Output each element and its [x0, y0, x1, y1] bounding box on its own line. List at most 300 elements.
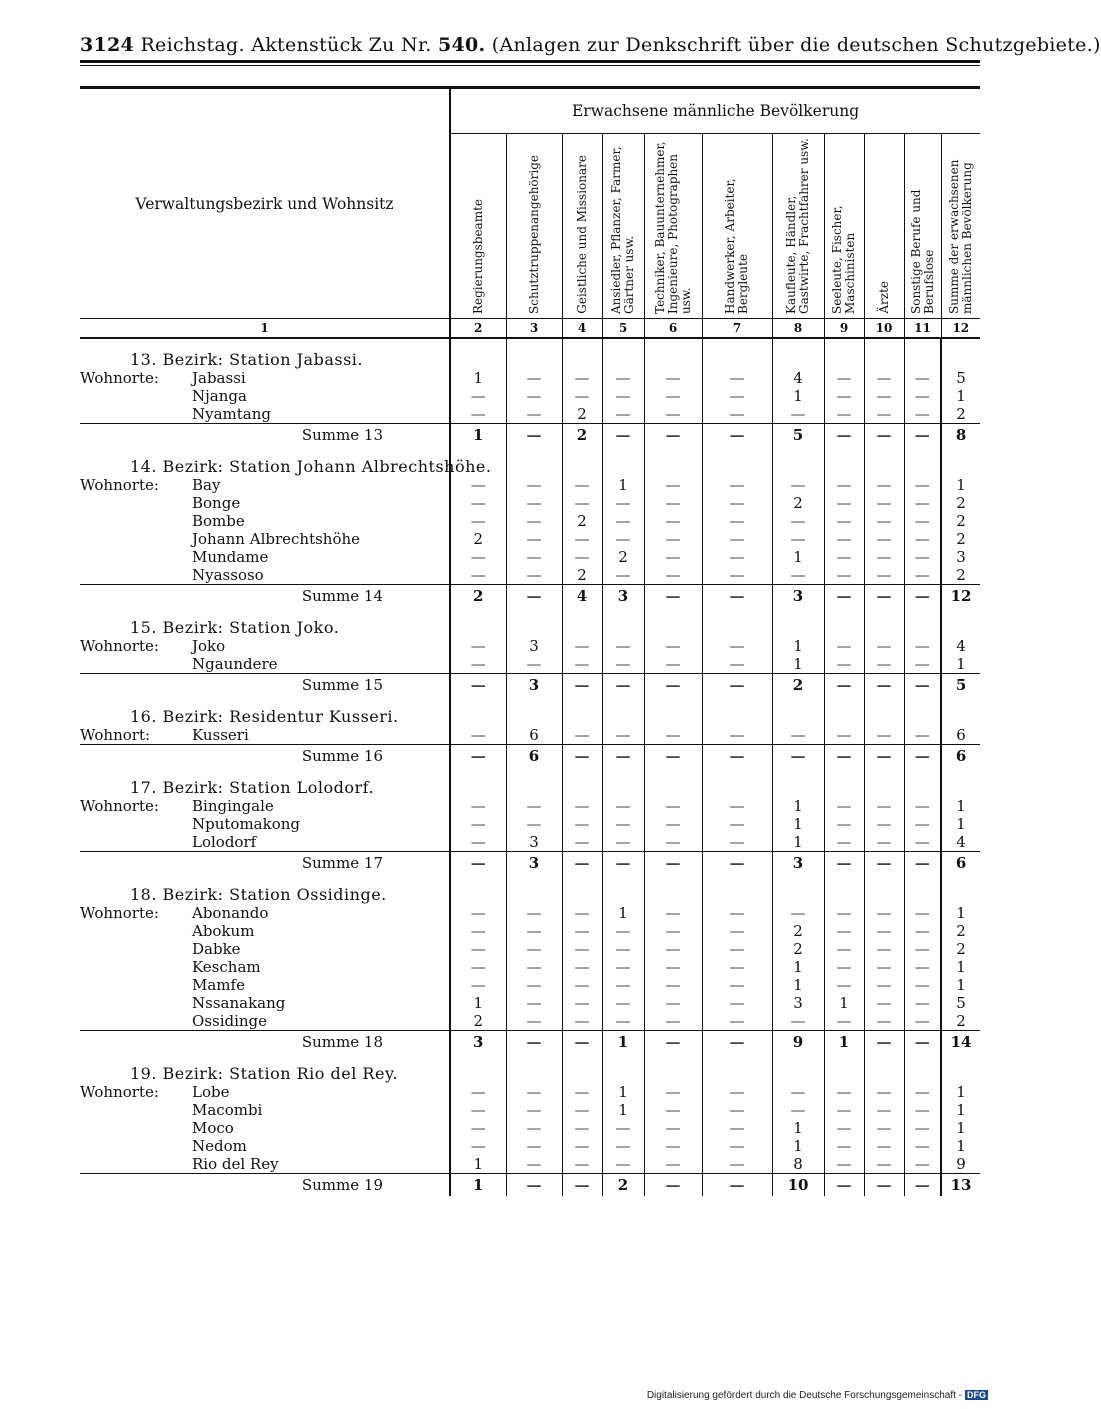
- data-cell: —: [562, 548, 602, 566]
- empty-cell: [450, 607, 506, 637]
- empty-cell: [941, 696, 980, 726]
- empty-cell: [562, 696, 602, 726]
- group-header: Erwachsene männliche Bevölkerung: [450, 89, 980, 134]
- empty-cell: [450, 874, 506, 904]
- data-cell: —: [506, 815, 562, 833]
- data-cell: —: [702, 1137, 772, 1155]
- data-cell: —: [562, 494, 602, 512]
- data-cell: —: [824, 852, 864, 875]
- data-cell: —: [702, 726, 772, 745]
- table-row: [80, 1137, 980, 1155]
- data-cell: 1: [772, 655, 824, 674]
- data-cell: —: [824, 976, 864, 994]
- data-cell: —: [562, 940, 602, 958]
- data-cell: —: [506, 940, 562, 958]
- data-cell: —: [644, 405, 702, 424]
- data-cell: 1: [602, 1101, 644, 1119]
- table-row: [80, 1155, 980, 1174]
- sum-label: Summe 13: [80, 424, 450, 447]
- head-rule: [80, 60, 980, 63]
- data-cell: —: [562, 1119, 602, 1137]
- sum-row: [80, 674, 980, 697]
- table-row: [80, 976, 980, 994]
- data-cell: —: [702, 1012, 772, 1031]
- data-cell: —: [450, 904, 506, 922]
- data-cell: —: [702, 833, 772, 852]
- column-header-8: [772, 134, 824, 319]
- empty-cell: [941, 874, 980, 904]
- table-row: [80, 476, 980, 494]
- data-cell: —: [904, 1155, 941, 1174]
- data-cell: —: [506, 1119, 562, 1137]
- table-row: [80, 904, 980, 922]
- column-header-text: Schutztruppenangehörige: [526, 155, 541, 314]
- data-cell: 3: [772, 994, 824, 1012]
- data-cell: —: [702, 976, 772, 994]
- data-cell: —: [602, 745, 644, 768]
- empty-cell: [602, 607, 644, 637]
- data-cell: —: [702, 512, 772, 530]
- data-cell: 1: [450, 994, 506, 1012]
- data-cell: 2: [941, 1012, 980, 1031]
- empty-cell: [562, 874, 602, 904]
- place-name: Mundame: [192, 548, 269, 566]
- data-cell: —: [506, 958, 562, 976]
- data-cell: 1: [772, 1119, 824, 1137]
- data-cell: —: [450, 922, 506, 940]
- empty-cell: [904, 338, 941, 369]
- data-cell: —: [506, 1137, 562, 1155]
- data-cell: —: [904, 815, 941, 833]
- empty-cell: [864, 767, 904, 797]
- empty-cell: [506, 607, 562, 637]
- data-cell: —: [864, 815, 904, 833]
- sum-label: Summe 19: [80, 1174, 450, 1197]
- data-cell: —: [506, 1031, 562, 1054]
- data-cell: —: [644, 958, 702, 976]
- data-cell: —: [864, 958, 904, 976]
- data-cell: —: [864, 1012, 904, 1031]
- empty-cell: [506, 338, 562, 369]
- place-name: Nyamtang: [192, 405, 271, 423]
- data-cell: —: [824, 674, 864, 697]
- data-cell: 4: [772, 369, 824, 387]
- empty-cell: [824, 446, 864, 476]
- place-name: Kescham: [192, 958, 261, 976]
- data-cell: —: [644, 655, 702, 674]
- empty-cell: [824, 696, 864, 726]
- column-number-7: 7: [702, 319, 772, 339]
- place-label: [80, 637, 450, 655]
- data-cell: —: [602, 726, 644, 745]
- table-row: [80, 387, 980, 405]
- place-name: Bay: [192, 476, 221, 494]
- place-label: [80, 958, 450, 976]
- data-cell: —: [506, 922, 562, 940]
- data-cell: —: [562, 852, 602, 875]
- column-header-text: Ärzte: [876, 281, 891, 314]
- data-cell: 1: [772, 1137, 824, 1155]
- data-cell: 5: [772, 424, 824, 447]
- data-cell: —: [506, 530, 562, 548]
- column-header-9: [824, 134, 864, 319]
- data-cell: —: [562, 797, 602, 815]
- data-cell: —: [702, 1031, 772, 1054]
- document-number: 540.: [437, 34, 486, 56]
- empty-cell: [772, 767, 824, 797]
- data-cell: —: [450, 476, 506, 494]
- data-cell: —: [562, 1012, 602, 1031]
- data-cell: 2: [450, 1012, 506, 1031]
- data-cell: 1: [450, 369, 506, 387]
- empty-cell: [941, 767, 980, 797]
- place-name: Bombe: [192, 512, 245, 530]
- data-cell: —: [904, 797, 941, 815]
- sum-row: [80, 1031, 980, 1054]
- empty-cell: [644, 446, 702, 476]
- data-cell: 1: [941, 797, 980, 815]
- place-label: [80, 833, 450, 852]
- data-cell: —: [506, 424, 562, 447]
- empty-cell: [864, 1053, 904, 1083]
- place-label: [80, 1119, 450, 1137]
- data-cell: —: [562, 958, 602, 976]
- data-cell: —: [864, 387, 904, 405]
- data-cell: —: [506, 548, 562, 566]
- data-cell: —: [904, 655, 941, 674]
- data-cell: —: [904, 833, 941, 852]
- data-cell: —: [864, 976, 904, 994]
- data-cell: 1: [941, 1137, 980, 1155]
- empty-cell: [904, 696, 941, 726]
- table-row: [80, 1119, 980, 1137]
- data-cell: —: [772, 530, 824, 548]
- data-cell: —: [702, 405, 772, 424]
- district-heading-row: [80, 1053, 980, 1083]
- data-cell: 2: [941, 512, 980, 530]
- district-heading-row: [80, 607, 980, 637]
- data-cell: —: [864, 530, 904, 548]
- data-cell: —: [562, 815, 602, 833]
- empty-cell: [864, 874, 904, 904]
- sum-row: [80, 852, 980, 875]
- data-cell: —: [702, 387, 772, 405]
- data-cell: —: [602, 815, 644, 833]
- data-cell: 1: [450, 1174, 506, 1197]
- data-cell: —: [644, 833, 702, 852]
- data-cell: —: [644, 1012, 702, 1031]
- sum-label: Summe 15: [80, 674, 450, 697]
- data-cell: —: [904, 424, 941, 447]
- district-heading-row: [80, 696, 980, 726]
- place-label: [80, 1101, 450, 1119]
- column-header-4: [562, 134, 602, 319]
- data-cell: —: [824, 797, 864, 815]
- place-name: Abokum: [192, 922, 255, 940]
- data-cell: —: [450, 815, 506, 833]
- district-heading-row: [80, 446, 980, 476]
- data-cell: 2: [941, 530, 980, 548]
- data-cell: 2: [772, 494, 824, 512]
- data-cell: —: [602, 940, 644, 958]
- data-cell: —: [602, 922, 644, 940]
- data-cell: —: [824, 585, 864, 608]
- data-cell: 2: [941, 922, 980, 940]
- data-cell: —: [702, 637, 772, 655]
- empty-cell: [864, 446, 904, 476]
- data-cell: 1: [772, 797, 824, 815]
- empty-cell: [506, 767, 562, 797]
- data-cell: —: [864, 637, 904, 655]
- data-cell: —: [644, 548, 702, 566]
- data-cell: —: [644, 674, 702, 697]
- data-cell: 1: [602, 1083, 644, 1101]
- empty-cell: [450, 767, 506, 797]
- data-cell: 1: [602, 1031, 644, 1054]
- place-label: [80, 387, 450, 405]
- head-rule-thin: [80, 65, 980, 66]
- data-cell: —: [562, 1101, 602, 1119]
- data-cell: —: [644, 530, 702, 548]
- residence-prefix: Wohnorte:: [80, 637, 159, 655]
- data-cell: 1: [772, 958, 824, 976]
- data-cell: 14: [941, 1031, 980, 1054]
- place-label: [80, 476, 450, 494]
- data-cell: —: [864, 1119, 904, 1137]
- data-cell: —: [702, 940, 772, 958]
- table-row: [80, 655, 980, 674]
- data-cell: 4: [562, 585, 602, 608]
- data-cell: 1: [941, 476, 980, 494]
- data-cell: 1: [772, 833, 824, 852]
- district-title: 15. Bezirk: Station Joko.: [130, 618, 340, 637]
- data-cell: 1: [602, 476, 644, 494]
- column-header-text: Sonstige Berufe und Berufslose: [908, 189, 936, 314]
- column-number-8: 8: [772, 319, 824, 339]
- data-cell: —: [562, 1083, 602, 1101]
- data-cell: 2: [941, 566, 980, 585]
- data-cell: —: [772, 1012, 824, 1031]
- data-cell: —: [644, 494, 702, 512]
- sum-row: [80, 745, 980, 768]
- empty-cell: [562, 1053, 602, 1083]
- table-row: [80, 922, 980, 940]
- running-head-subtitle: (Anlagen zur Denkschrift über die deutschen Schutzgebiete.): [491, 34, 1101, 56]
- data-cell: 1: [941, 815, 980, 833]
- column-header-text: Regierungsbeamte: [470, 198, 485, 314]
- table-row: [80, 405, 980, 424]
- column-header-text: Summe der erwachsenen männlichen Bevölkerung: [946, 159, 974, 314]
- data-cell: 4: [941, 637, 980, 655]
- data-cell: —: [824, 548, 864, 566]
- data-cell: —: [904, 1031, 941, 1054]
- data-cell: —: [644, 976, 702, 994]
- empty-cell: [644, 696, 702, 726]
- column-number-5: 5: [602, 319, 644, 339]
- data-cell: —: [904, 548, 941, 566]
- empty-cell: [772, 696, 824, 726]
- data-cell: —: [864, 674, 904, 697]
- data-cell: —: [644, 1101, 702, 1119]
- empty-cell: [824, 767, 864, 797]
- place-name: Nedom: [192, 1137, 247, 1155]
- data-cell: —: [602, 637, 644, 655]
- column-header-7: [702, 134, 772, 319]
- empty-cell: [506, 446, 562, 476]
- data-cell: —: [824, 1155, 864, 1174]
- data-cell: —: [506, 494, 562, 512]
- data-cell: —: [904, 494, 941, 512]
- place-label: [80, 904, 450, 922]
- data-cell: —: [904, 745, 941, 768]
- data-cell: —: [644, 904, 702, 922]
- data-cell: —: [450, 852, 506, 875]
- data-cell: —: [702, 852, 772, 875]
- data-cell: —: [824, 904, 864, 922]
- place-name: Macombi: [192, 1101, 263, 1119]
- data-cell: 2: [772, 940, 824, 958]
- data-cell: —: [904, 994, 941, 1012]
- data-cell: —: [824, 387, 864, 405]
- data-cell: —: [562, 1174, 602, 1197]
- data-cell: —: [904, 530, 941, 548]
- column-number-3: 3: [506, 319, 562, 339]
- place-name: Lobe: [192, 1083, 230, 1101]
- empty-cell: [772, 338, 824, 369]
- data-cell: —: [450, 833, 506, 852]
- data-cell: 1: [941, 1101, 980, 1119]
- data-cell: 2: [562, 512, 602, 530]
- data-cell: —: [506, 566, 562, 585]
- data-cell: —: [562, 976, 602, 994]
- data-cell: —: [904, 726, 941, 745]
- empty-cell: [904, 874, 941, 904]
- page-number: 3124: [80, 34, 135, 56]
- empty-cell: [450, 338, 506, 369]
- place-label: [80, 726, 450, 745]
- data-cell: 3: [941, 548, 980, 566]
- column-header-3: [506, 134, 562, 319]
- data-cell: 1: [941, 1083, 980, 1101]
- data-cell: —: [702, 369, 772, 387]
- data-cell: —: [772, 512, 824, 530]
- data-cell: —: [904, 922, 941, 940]
- data-cell: —: [904, 1083, 941, 1101]
- data-cell: 6: [506, 745, 562, 768]
- empty-cell: [904, 446, 941, 476]
- empty-cell: [702, 607, 772, 637]
- data-cell: —: [506, 1083, 562, 1101]
- data-cell: 2: [562, 405, 602, 424]
- data-cell: —: [824, 476, 864, 494]
- empty-cell: [602, 696, 644, 726]
- data-cell: —: [904, 958, 941, 976]
- data-cell: —: [644, 585, 702, 608]
- residence-prefix: Wohnorte:: [80, 1083, 159, 1101]
- empty-cell: [644, 767, 702, 797]
- place-label: [80, 797, 450, 815]
- data-cell: 1: [450, 1155, 506, 1174]
- data-cell: 13: [941, 1174, 980, 1197]
- data-cell: —: [824, 958, 864, 976]
- data-cell: —: [904, 940, 941, 958]
- column-number-1: 1: [80, 319, 450, 339]
- data-cell: —: [644, 637, 702, 655]
- data-cell: —: [506, 655, 562, 674]
- data-cell: —: [824, 1174, 864, 1197]
- data-cell: —: [602, 674, 644, 697]
- place-label: [80, 655, 450, 674]
- data-cell: —: [562, 833, 602, 852]
- data-cell: —: [562, 726, 602, 745]
- table-row: [80, 797, 980, 815]
- data-cell: —: [824, 1137, 864, 1155]
- data-cell: —: [644, 424, 702, 447]
- table-row: [80, 512, 980, 530]
- empty-cell: [702, 338, 772, 369]
- data-cell: —: [702, 1174, 772, 1197]
- data-cell: —: [602, 852, 644, 875]
- place-label: [80, 815, 450, 833]
- data-cell: —: [772, 476, 824, 494]
- empty-cell: [772, 1053, 824, 1083]
- data-cell: —: [506, 512, 562, 530]
- data-cell: —: [702, 566, 772, 585]
- data-cell: —: [602, 833, 644, 852]
- place-label: [80, 1012, 450, 1031]
- data-cell: 5: [941, 674, 980, 697]
- data-cell: —: [824, 405, 864, 424]
- data-cell: —: [702, 548, 772, 566]
- data-cell: 2: [562, 424, 602, 447]
- data-cell: —: [450, 797, 506, 815]
- table-row: [80, 958, 980, 976]
- place-label: [80, 922, 450, 940]
- data-cell: —: [864, 745, 904, 768]
- place-label: [80, 1083, 450, 1101]
- empty-cell: [702, 874, 772, 904]
- data-cell: —: [702, 674, 772, 697]
- place-label: [80, 1155, 450, 1174]
- data-cell: —: [644, 1137, 702, 1155]
- column-number-11: 11: [904, 319, 941, 339]
- data-cell: —: [562, 637, 602, 655]
- data-cell: —: [450, 1119, 506, 1137]
- data-cell: —: [644, 1031, 702, 1054]
- district-heading-row: [80, 874, 980, 904]
- data-cell: —: [904, 512, 941, 530]
- place-label: [80, 566, 450, 585]
- data-cell: —: [864, 655, 904, 674]
- empty-cell: [824, 607, 864, 637]
- data-cell: —: [824, 530, 864, 548]
- data-cell: —: [864, 1155, 904, 1174]
- data-cell: 3: [506, 833, 562, 852]
- data-cell: 2: [941, 494, 980, 512]
- data-cell: —: [450, 1083, 506, 1101]
- data-cell: —: [702, 1155, 772, 1174]
- running-head: [80, 34, 1101, 56]
- footer-text: Digitalisierung gefördert durch die Deutsche Forschungsgemeinschaft -: [646, 1390, 962, 1401]
- data-cell: —: [602, 1012, 644, 1031]
- empty-cell: [824, 338, 864, 369]
- footer: [647, 1390, 988, 1401]
- data-cell: —: [904, 1101, 941, 1119]
- place-label: [80, 1137, 450, 1155]
- district-title: 16. Bezirk: Residentur Kusseri.: [130, 707, 399, 726]
- column-header-text: Handwerker, Arbeiter, Bergleute: [723, 178, 750, 314]
- place-name: Rio del Rey: [192, 1155, 279, 1173]
